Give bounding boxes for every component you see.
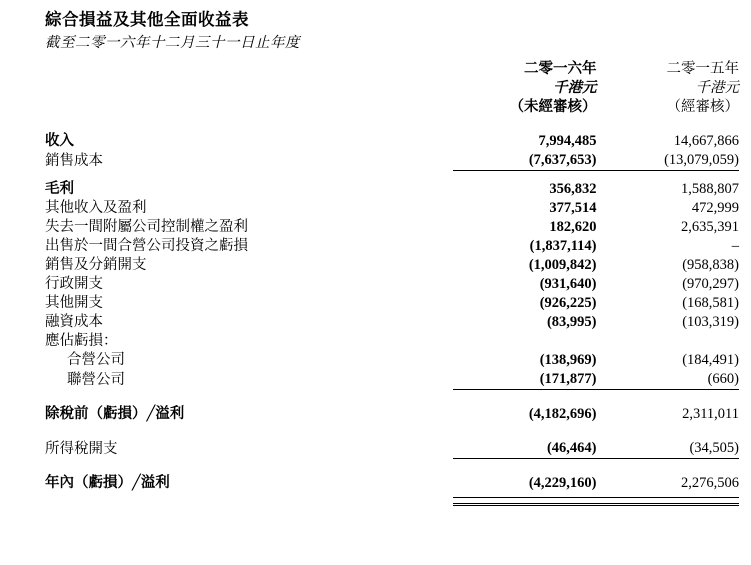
row-value-2015: (184,491) bbox=[682, 352, 739, 368]
row-label: 除稅前（虧損）╱溢利 bbox=[45, 406, 185, 422]
row-label: 聯營公司 bbox=[67, 371, 125, 388]
row-value-2015: (958,838) bbox=[682, 257, 739, 273]
spacer bbox=[45, 171, 739, 180]
row-value-2015: 2,311,011 bbox=[682, 406, 739, 422]
header-blank-2 bbox=[45, 79, 453, 98]
row-label: 收入 bbox=[45, 133, 74, 149]
table-row bbox=[45, 218, 739, 237]
row-value-2016: (171,877) bbox=[539, 371, 597, 387]
table-row bbox=[45, 199, 739, 218]
column-header-audit-row bbox=[45, 98, 739, 117]
row-value-2015: – bbox=[731, 238, 739, 254]
row-value-2015: 2,276,506 bbox=[681, 475, 739, 491]
row-value-2016: (926,225) bbox=[539, 295, 597, 311]
row-value-2015: 472,999 bbox=[691, 200, 739, 216]
table-row bbox=[45, 370, 739, 390]
row-value-2016: (931,640) bbox=[539, 276, 597, 292]
table-row bbox=[45, 405, 739, 424]
row-value-2015: (660) bbox=[707, 371, 739, 387]
row-value-2016: 182,620 bbox=[549, 219, 597, 235]
table-row bbox=[45, 237, 739, 256]
row-label: 年內（虧損）╱溢利 bbox=[45, 475, 170, 491]
column-1-audit: （未經審核） bbox=[509, 99, 597, 115]
row-label: 銷售及分銷開支 bbox=[45, 257, 147, 273]
row-value-2015: (13,079,059) bbox=[664, 152, 739, 168]
row-label: 所得稅開支 bbox=[45, 440, 118, 457]
table-row bbox=[45, 180, 739, 199]
row-value-2015: (34,505) bbox=[689, 440, 739, 456]
table-row bbox=[45, 294, 739, 313]
header-blank-3 bbox=[45, 98, 453, 117]
row-label: 融資成本 bbox=[45, 314, 103, 330]
row-value-2016: (138,969) bbox=[539, 352, 597, 368]
row-label: 銷售成本 bbox=[45, 152, 103, 169]
table-row bbox=[45, 351, 739, 370]
row-value-2016: (4,229,160) bbox=[528, 475, 597, 491]
column-2-audit: （經審核） bbox=[666, 99, 739, 115]
table-row bbox=[45, 132, 739, 151]
table-row bbox=[45, 313, 739, 332]
table-row bbox=[45, 151, 739, 171]
spacer bbox=[45, 459, 739, 474]
row-value-2016: (1,837,114) bbox=[529, 238, 597, 254]
row-label: 應佔虧損： bbox=[45, 333, 118, 349]
row-label: 其他開支 bbox=[45, 295, 103, 311]
row-label: 合營公司 bbox=[67, 352, 125, 368]
income-statement-table bbox=[45, 60, 739, 506]
page-title: 綜合損益及其他全面收益表 bbox=[45, 10, 249, 29]
row-label: 失去一間附屬公司控制權之盈利 bbox=[45, 219, 248, 235]
row-value-2015 bbox=[597, 332, 740, 351]
total-double-rule bbox=[45, 498, 739, 505]
row-value-2015: 2,635,391 bbox=[681, 219, 739, 235]
row-value-2016: (46,464) bbox=[546, 440, 597, 456]
row-value-2016: (83,995) bbox=[546, 314, 597, 330]
row-value-2016: (4,182,696) bbox=[528, 406, 597, 422]
column-2-unit: 千港元 bbox=[695, 80, 739, 96]
row-label: 行政開支 bbox=[45, 276, 103, 292]
row-value-2016: 7,994,485 bbox=[538, 133, 597, 149]
spacer bbox=[45, 424, 739, 439]
row-value-2015: 1,588,807 bbox=[681, 181, 739, 197]
spacer bbox=[45, 117, 739, 132]
table-row bbox=[45, 275, 739, 294]
row-value-2016: (1,009,842) bbox=[528, 257, 597, 273]
row-value-2015: (103,319) bbox=[682, 314, 739, 330]
column-2-year: 二零一五年 bbox=[666, 61, 739, 77]
column-1-unit: 千港元 bbox=[553, 80, 597, 96]
row-value-2015: (168,581) bbox=[682, 295, 739, 311]
column-header-year-row bbox=[45, 60, 739, 79]
page-subtitle: 截至二零一六年十二月三十一日止年度 bbox=[45, 35, 300, 51]
row-label: 毛利 bbox=[45, 181, 74, 197]
table-row bbox=[45, 332, 739, 351]
column-1-year: 二零一六年 bbox=[524, 61, 597, 77]
spacer bbox=[45, 390, 739, 405]
column-header-unit-row bbox=[45, 79, 739, 98]
table-row bbox=[45, 474, 739, 493]
table-row bbox=[45, 256, 739, 275]
row-value-2015: 14,667,866 bbox=[673, 133, 739, 149]
table-row bbox=[45, 439, 739, 459]
row-label: 其他收入及盈利 bbox=[45, 200, 147, 216]
row-label: 出售於一間合營公司投資之虧損 bbox=[45, 238, 248, 254]
row-value-2016: (7,637,653) bbox=[528, 152, 597, 168]
header-blank bbox=[45, 60, 453, 79]
row-value-2016: 356,832 bbox=[549, 181, 597, 197]
row-value-2015: (970,297) bbox=[682, 276, 739, 292]
row-value-2016 bbox=[453, 332, 596, 351]
row-value-2016: 377,514 bbox=[549, 200, 597, 216]
